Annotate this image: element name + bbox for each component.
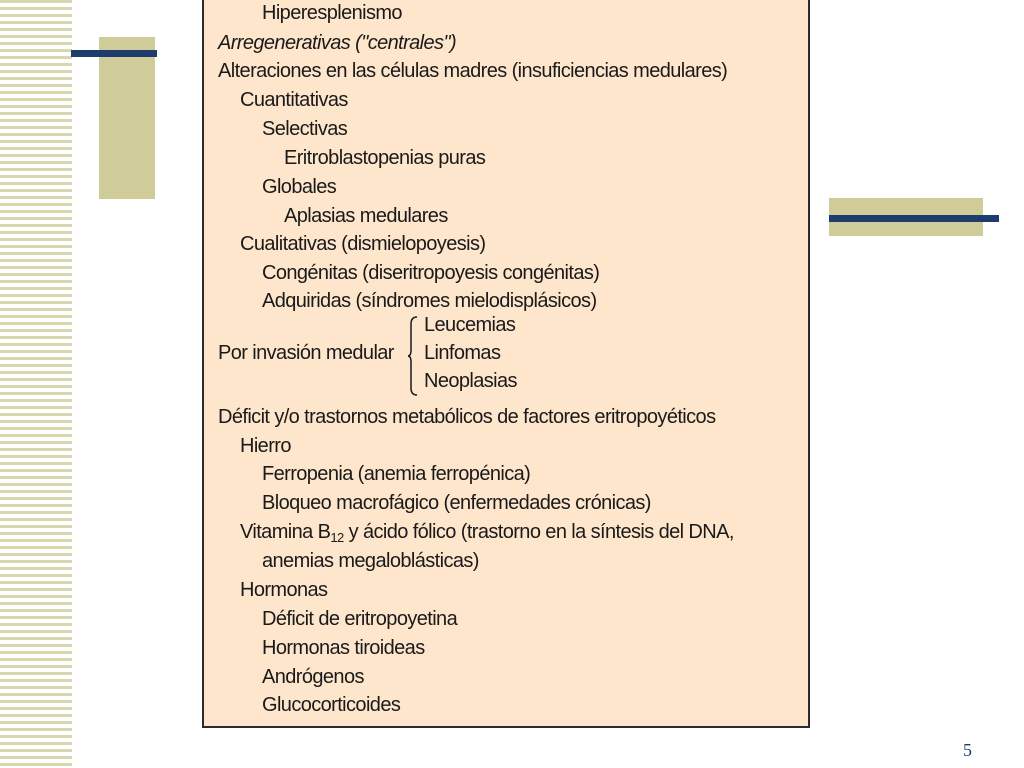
text-line: Déficit y/o trastornos metabólicos de factores eritropoyéticos [218,406,716,428]
text-line: Bloqueo macrofágico (enfermedades crónicas) [262,492,651,514]
text-line: Eritroblastopenias puras [284,147,486,169]
vitamin-subscript: 12 [330,530,344,545]
text-line: Hormonas [240,579,328,601]
list-item: Neoplasias [424,370,517,392]
text-line: anemias megaloblásticas) [262,550,479,572]
text-line: Congénitas (diseritropoyesis congénitas) [262,262,600,284]
invasion-label: Por invasión medular [218,342,394,364]
accent-line-right [829,215,999,222]
text-line: Hormonas tiroideas [262,637,425,659]
vitamin-line [240,521,734,549]
vitamin-prefix: Vitamina B [240,521,331,543]
vitamin-suffix: y ácido fólico (trastorno en la síntesis del DNA, [343,521,734,543]
accent-block-left [99,37,155,199]
list-item: Leucemias [424,314,516,336]
text-line: Ferropenia (anemia ferropénica) [262,463,531,485]
text-line: Cualitativas (dismielopoyesis) [240,233,486,255]
classification-table [202,0,810,728]
text-line: Glucocorticoides [262,694,401,716]
list-item: Linfomas [424,342,501,364]
text-line: Andrógenos [262,666,364,688]
text-line: Aplasias medulares [284,205,448,227]
text-line: Hiperesplenismo [262,2,402,24]
invasion-group [218,314,558,398]
text-line: Adquiridas (síndromes mielodisplásicos) [262,290,597,312]
text-line: Hierro [240,435,291,457]
accent-line-left [71,50,157,57]
left-stripe-decoration [0,0,72,768]
section-heading: Arregenerativas ("centrales") [218,32,457,54]
text-line: Alteraciones en las células madres (insuficiencias medulares) [218,60,728,82]
text-line: Globales [262,176,337,198]
page-number: 5 [963,740,972,760]
brace-icon [408,316,418,396]
text-line: Selectivas [262,118,348,140]
text-line: Cuantitativas [240,89,348,111]
text-line: Déficit de eritropoyetina [262,608,458,630]
